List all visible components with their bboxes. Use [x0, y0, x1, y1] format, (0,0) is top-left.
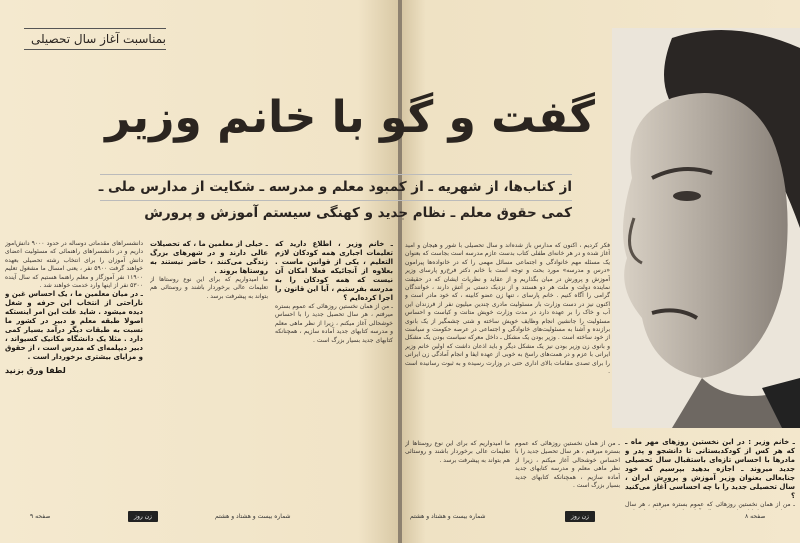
- question-text: ـ خانم وزیر ، اطلاع دارید که تعلیمات اجباری همه کودکان لازم التعلیم ، یکی از قوانین ماست . بعلاوه از آنجائیکه فعلا امکان آن نیست که همه کودکان را به مدرسه بفرستیم ، آیا این قانون را اجرا کرده‌ایم ؟: [275, 240, 393, 302]
- intro-column: فکر کردیم ، اکنون که مدارس باز شده‌اند و سال تحصیلی با شور و هیجان و امید آغاز شده و در هر خانه‌ای طفلی کتاب بدست عازم مدرسه است بجاست که بعنوان یک مسئله مهم خانوادگی و اجتماعی مسائل مهمی را که در خانواده‌ها پیرامون «درس و مدرسه» مورد بحث و توجه است با خانم دکتر فرخ‌رو پارسای وزیر آموزش و پرورش در میان بگذاریم و از عقاید و نظریات ایشان که در حقیقت نماینده دولت و ملت هر دو هستند و از نزدیک دستی بر آتش دارند ، خوانندگان گرامی را آگاه کنیم . خانم پارسای ، تنها زن عضو کابینه ، که خود مادر است و اکنون نیز در دست وزارت بار مسئولیت مادری چندین میلیون نفر از فرزندان این آب و خاک را بر عهده دارد در مدت وزارت خویش متانت و کیاست و احساس مسئولیت را جانشین انجام وظایف خویش ساخته و شتی چشمگیر از یک بانوی برازنده و آشنا به مسئولیت‌های خانوادگی و اجتماعی در عرصه حکومت و سیاست از خود ساخته است . وزیر بودن یک مشکل ـ داخل معرکه سیاست بودن یک مشکل و بانوی زن وزیر بودن نیز یک مشکل دیگر و باید اذعان داشت که اولین خانم وزیر ایرانی با عزم و در همت‌های راسخ به خوبی از عهده ایفا و انجام آمادگی زن ایرانی را برای تصدی مقامات بالای اداری حتی در وزارت رسیده و به ثبوت رسانیده است .: [405, 242, 610, 376]
- question-text: ـ در میان معلمین ما ، یک احساس غبن و ناراحتی از انتخاب این حرفه و شغل دیده میشود . شاید علت این امر اینستکه اصولا طبقه معلم و دبیر در کشور ما نسبت به طبقات دیگر درآمد بسیار کمی دارد . مثلا یک دانشگاه مکانیک کسیواند ، دبیر دیپلمه‌ای که مدرس است ، از حقوق و مزایای بیشتری برخوردار است .: [5, 290, 143, 362]
- continue-label: لطفا ورق بزنید: [5, 366, 66, 376]
- question-text: ـ خانم وزیر : در این نخستین روزهای مهر ماه ـ که هر کس از کودکدبستانی تا دانشجو و پدر و مادرها با احساس تازه‌ای باستقبال سال تحصیلی جدید میروند ـ اجازه بدهید بپرسیم که خود جنابعالی بعنوان وزیر آموزش و پرورش ایران ، سال تحصیلی جدید را با چه احساسی آغاز می‌کنید ؟: [625, 438, 795, 500]
- body-column-right-2: ـ من از همان نخستین روزهائی که عموم بستره میرفتم ، هر سال تحصیل جدید را با احساس خوشحالی آغاز میکنم ، زیرا از نظر ماهی معلم و مدرسه کتابهای جدید آماده سازیم ، همچنانکه کتابهای جدید بسیار بزرگ است .: [515, 440, 620, 490]
- magazine-logo-left: زن روز: [128, 511, 158, 522]
- magazine-logo-right: زن روز: [565, 511, 595, 522]
- minister-photo: [612, 28, 800, 428]
- subtitle-line-2: کمی حقوق معلم ـ نظام جدید و کهنگی سیستم آموزش و پرورش: [100, 200, 572, 222]
- issue-label-right: شماره بیست و هشتاد و هشتم: [410, 513, 486, 520]
- issue-label-left: شماره بیست و هشتاد و هشتم: [215, 513, 291, 520]
- page-number-left: صفحه ۹: [30, 513, 51, 520]
- answer-text: ـ من از همان نخستین روزهائی که عموم بستره میرفتم ، هر سال: [625, 501, 795, 508]
- gutter: [398, 0, 402, 543]
- page-number-right: صفحه ۸: [745, 513, 766, 520]
- section-kicker: بمناسبت آغاز سال تحصیلی: [24, 28, 166, 50]
- question-text: ـ خیلی از معلمین ما ، که تحصیلات عالی دارند و در شهرهای بزرگ زندگی می‌کنند ، حاضر نیستند به روستاها بروند .: [150, 240, 268, 275]
- article-title: گفت و گو با خانم وزیر: [105, 92, 595, 143]
- body-column-left-3: [5, 240, 143, 508]
- answer-text: ما امیدواریم که برای این نوع روستاها از تعلیمات عالی برخوردار باشند و روستائی هم بتواند به پیشرفت برسد .: [150, 276, 268, 300]
- body-column-left-1: [275, 240, 393, 508]
- subtitle-line-1: از کتاب‌ها، از شهریه ـ از کمبود معلم و مدرسه ـ شکایت از مدارس ملی ـ: [100, 174, 572, 196]
- body-column-left-2: [150, 240, 268, 508]
- question-block-1: [625, 438, 795, 510]
- answer-text: ـ من از همان نخستین روزهائی که عموم بستره میرفتم ، هر سال تحصیل جدید را با احساس خوشحالی آغاز میکنم ، زیرا از نظر ماهی معلم و مدرسه کتابهای جدید آماده سازیم ، همچنانکه کتابهای جدید بسیار بزرگ است .: [275, 303, 393, 344]
- body-column-right-3: ما امیدواریم که برای این نوع روستاها از تعلیمات عالی برخوردار باشند و روستائی هم بتواند به پیشرفت برسد .: [405, 440, 510, 464]
- answer-text: دانشسراهای مقدماتی دوساله در حدود ۹۰۰۰ دانش‌آموز داریم و در دانشسراهای راهنمائی که مسئولیت اعضای دانش آموزان را برای انتخاب رشته تحصیلی بعهده خواهند گرفت ۵۹۰۰ نفر ، یعنی امسال ما مشغول تعلیم ۱۱۹۰۰ نفر آموزگار و معلم راهنما هستیم که سال آینده ۵۳۰۰ نفر از اینها وارد خدمت خواهند شد .: [5, 240, 143, 290]
